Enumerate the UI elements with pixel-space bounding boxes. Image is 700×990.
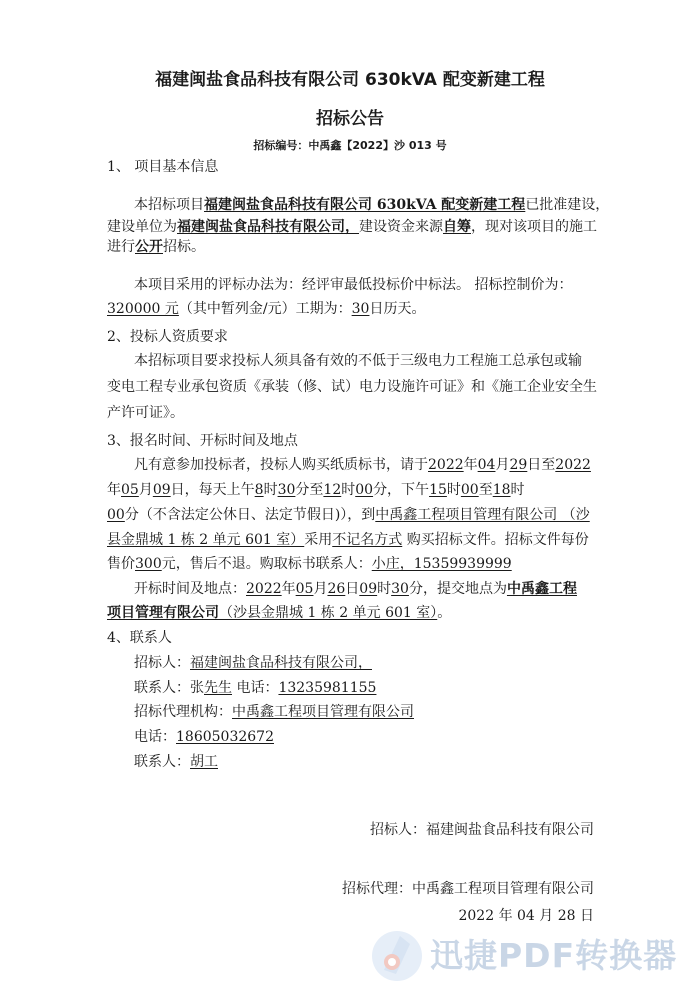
project-name: 福建闽盐食品科技有限公司 630kVA 配变新建工程 (204, 197, 526, 213)
control-price: 320000 元 (107, 301, 179, 317)
purchase-method: 不记名方式 (332, 532, 403, 548)
opening-address: （沙县金鼎城 1 栋 2 单元 601 室） (219, 605, 438, 621)
duration-days: 30 (351, 301, 370, 317)
contact-row-owner: 招标人：福建闽盐食品科技有限公司， (134, 655, 372, 671)
section-3-line-7: 项目管理有限公司（沙县金鼎城 1 栋 2 单元 601 室）。 (107, 605, 452, 621)
section-1-line-3: 进行公开招标。 (107, 239, 205, 255)
section-2-line-3: 产许可证》。 (107, 405, 184, 421)
agent-name: 中禹鑫工程项目管理有限公司 （沙 (375, 507, 590, 523)
section-3-line-6: 开标时间及地点：2022年05月26日09时30分，提交地点为中禹鑫工程 (134, 581, 577, 597)
section-3-line-1: 凡有意参加投标者，投标人购买纸质标书，请于2022年04月29日至2022 (134, 457, 591, 473)
document-title: 福建闽盐食品科技有限公司 630kVA 配变新建工程 (155, 70, 545, 90)
section-1-line-4: 本项目采用的评标办法为：经评审最低投标价中标法。 招标控制价为： (134, 277, 573, 293)
section-1-line-1: 本招标项目福建闽盐食品科技有限公司 630kVA 配变新建工程已批准建设， (134, 197, 610, 213)
watermark-text: 迅捷PDF转换器 (430, 936, 678, 975)
contact-row-agent-person: 联系人：胡工 (134, 754, 218, 770)
fund-source: 自筹 (443, 219, 471, 235)
section-2-heading: 2、投标人资质要求 (107, 329, 228, 345)
section-3-line-2: 年05月09日，每天上午8时30分至12时00分，下午15时00至18时 (107, 482, 525, 498)
agent-address: 县金鼎城 1 栋 2 单元 601 室） (107, 532, 305, 548)
document-subtitle: 招标公告 (316, 109, 384, 129)
opening-place: 中禹鑫工程 (506, 581, 577, 597)
section-3-line-3: 00分（不含法定公休日、法定节假日)），到中禹鑫工程项目管理有限公司 （沙 (107, 507, 590, 523)
signature-owner: 招标人：福建闽盐食品科技有限公司 (370, 822, 594, 838)
section-1-heading: 1、 项目基本信息 (107, 159, 219, 175)
document-price: 300 (135, 556, 162, 572)
section-2-line-2: 变电工程专业承包资质《承装（修、试）电力设施许可证》和《施工企业安全生 (107, 379, 597, 395)
section-3-heading: 3、报名时间、开标时间及地点 (107, 433, 298, 449)
section-1-line-5: 320000 元（其中暂列金/元）工期为：30日历天。 (107, 301, 426, 317)
signature-date: 2022 年 04 月 28 日 (458, 908, 594, 924)
section-2-line-1: 本招标项目要求投标人须具备有效的不低于三级电力工程施工总承包或输 (134, 353, 582, 369)
bid-mode: 公开 (135, 239, 163, 255)
section-1-line-2: 建设单位为福建闽盐食品科技有限公司，建设资金来源自筹，现对该项目的施工 (107, 219, 597, 235)
section-4-heading: 4、联系人 (107, 630, 172, 646)
section-3-line-4: 县金鼎城 1 栋 2 单元 601 室）采用不记名方式 购买招标文件。招标文件每份 (107, 532, 589, 548)
contact-row-person: 联系人：张先生 电话：13235981155 (134, 680, 377, 696)
bid-number: 招标编号：中禹鑫【2022】沙 013 号 (253, 139, 447, 152)
owner-name: 福建闽盐食品科技有限公司， (177, 219, 359, 235)
contact-row-agent-phone: 电话：18605032672 (134, 729, 274, 745)
contact-row-agent: 招标代理机构：中禹鑫工程项目管理有限公司 (134, 704, 414, 720)
signature-agent: 招标代理：中禹鑫工程项目管理有限公司 (342, 881, 594, 897)
section-3-line-5: 售价300元，售后不退。购取标书联系人：小庄，15359939999 (107, 556, 512, 572)
purchase-contact: 小庄，15359939999 (371, 556, 512, 572)
